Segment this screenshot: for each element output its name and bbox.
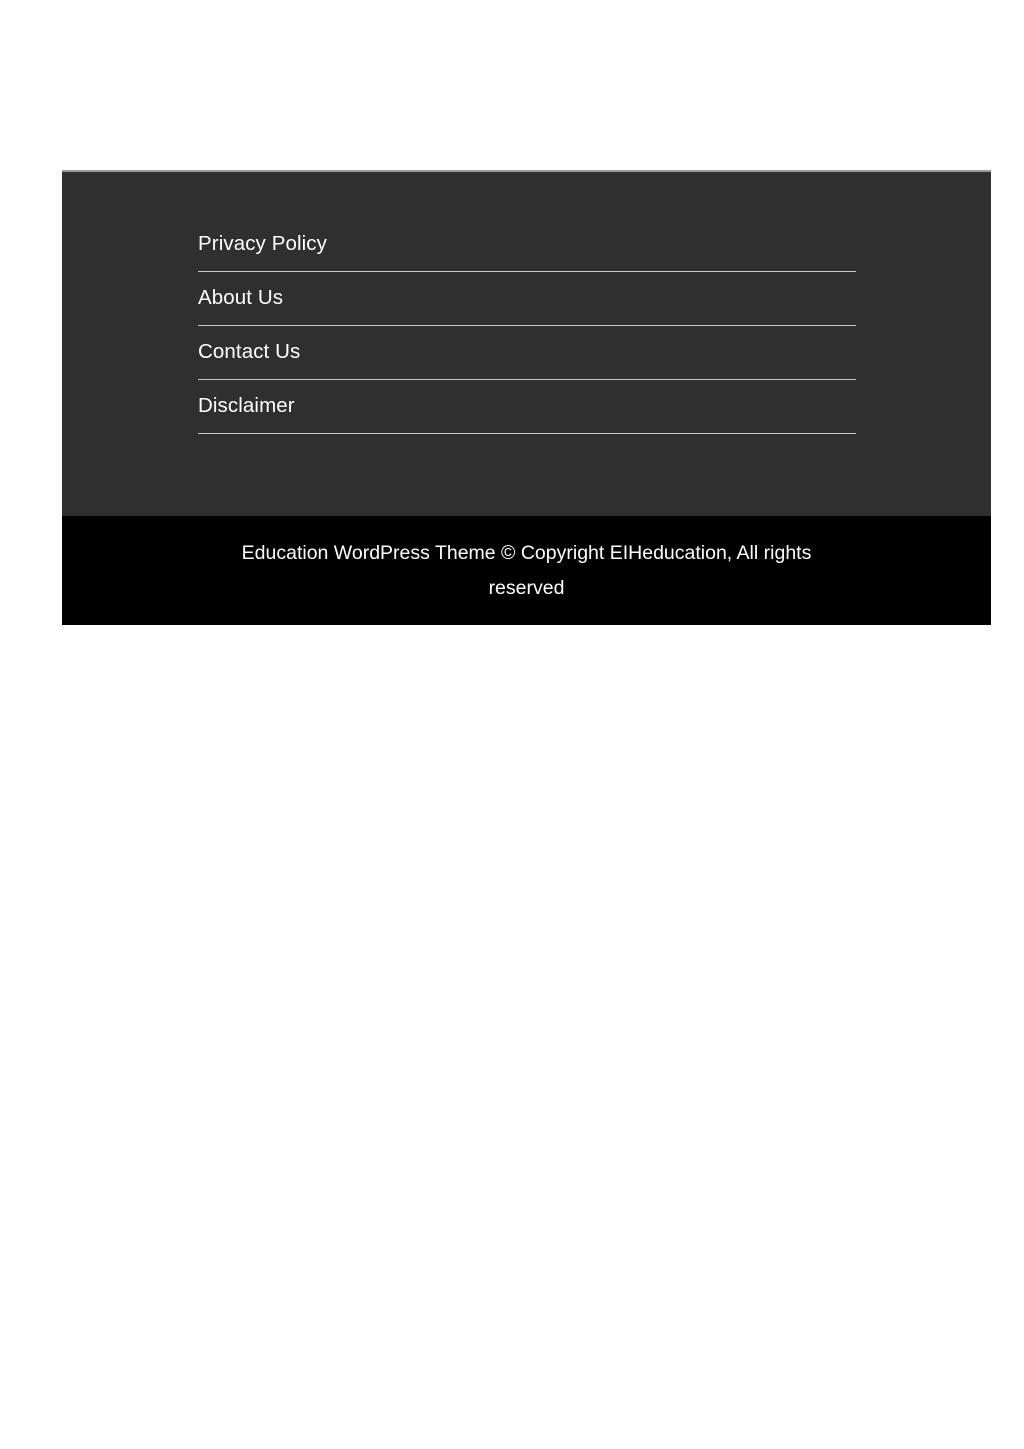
footer-menu-item-contact-us	[198, 326, 856, 380]
footer-menu-item-privacy-policy	[198, 218, 856, 272]
footer-bottom-bar	[62, 516, 991, 625]
footer-menu-item-disclaimer	[198, 380, 856, 434]
footer-menu	[198, 218, 856, 434]
footer-menu-item-about-us	[198, 272, 856, 326]
about-us-link[interactable]: About Us	[198, 286, 284, 310]
disclaimer-link[interactable]: Disclaimer	[198, 394, 295, 418]
footer-widgets-area	[62, 170, 991, 516]
copyright-text: Education WordPress Theme © Copyright EIHeducation, All rights reserved	[241, 542, 812, 599]
contact-us-link[interactable]: Contact Us	[198, 340, 301, 364]
site-footer	[62, 170, 991, 625]
privacy-policy-link[interactable]: Privacy Policy	[198, 232, 327, 256]
